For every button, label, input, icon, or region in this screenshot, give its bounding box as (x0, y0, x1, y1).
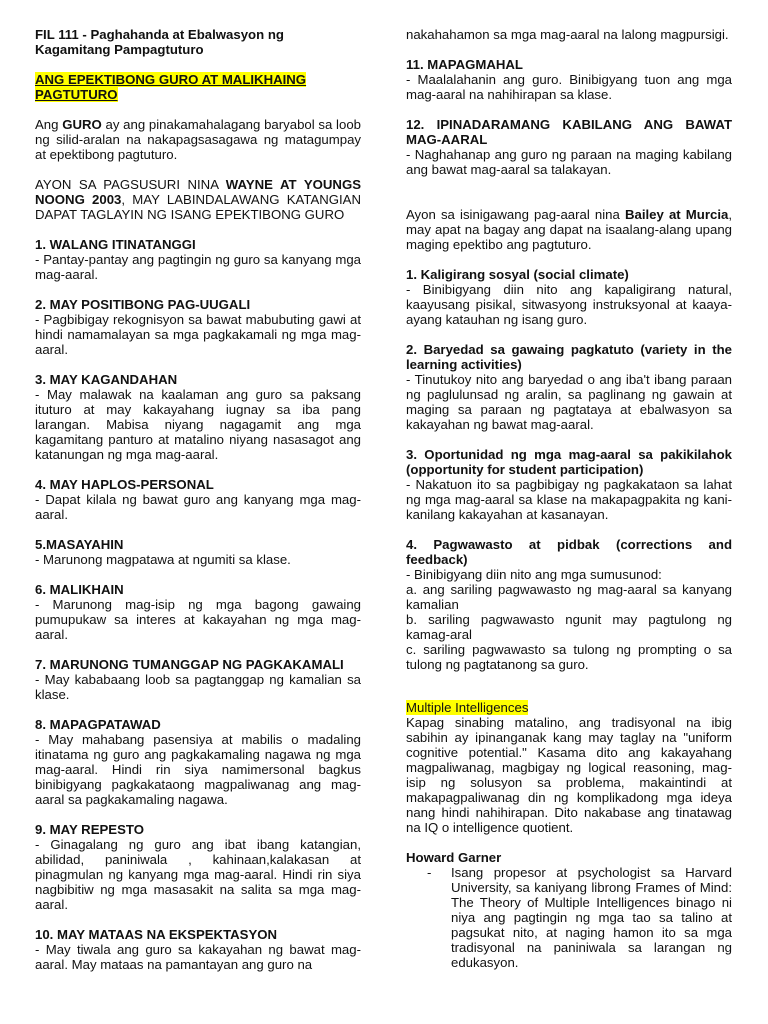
trait-text: - Marunong mag-isip ng mga bagong gawaing pumupukaw sa interes at kakayahan ng mga mag-aaral. (35, 597, 361, 642)
intro-pre: Ang (35, 117, 63, 132)
factor-heading: 2. Baryedad sa gawaing pagkatuto (variety in the learning activities) (406, 342, 732, 372)
trait-heading: 8. MAPAGPATAWAD (35, 717, 161, 732)
trait-heading: 10. MAY MATAAS NA EKSPEKTASYON (35, 927, 278, 942)
trait-4 (35, 477, 361, 522)
topic-heading (35, 72, 361, 102)
trait-text: - May malawak na kaalaman ang guro sa paksang ituturo at may kakayahang iugnay sa iba pang larangan. Mabisa niyang nagagamit ang mga kagamitang panturo at matalino niyang nasasagot ang katanungan ng mga mag-aaral. (35, 387, 361, 462)
left-column (35, 27, 361, 972)
trait-heading: 6. MALIKHAIN (35, 582, 124, 597)
bailey-authors: Bailey at Murcia (624, 207, 729, 222)
ayon-pre: AYON SA PAGSUSURI NINA (35, 177, 226, 192)
bailey-paragraph (406, 207, 732, 252)
trait-heading: 1. WALANG ITINATANGGI (35, 237, 196, 252)
trait-heading: 12. IPINADARAMANG KABILANG ANG BAWAT MAG-AARAL (406, 117, 732, 147)
factor-intro: - Binibigyang diin nito ang mga sumusunod: (406, 567, 662, 582)
trait-9 (35, 822, 361, 912)
factor-text: - Binibigyang diin nito ang kapaligirang natural, kaayusang pisikal, sitwasyong instruksyonal at kaaya-ayang katauhan ng isang guro. (406, 282, 732, 327)
topic-heading-line1: ANG EPEKTIBONG GURO AT MALIKHAING (35, 72, 307, 87)
mi-title: Multiple Intelligences (406, 700, 529, 715)
trait-heading: 9. MAY REPESTO (35, 822, 144, 837)
trait-text: - Pantay-pantay ang pagtingin ng guro sa kanyang mga mag-aaral. (35, 252, 361, 282)
intro-post: ay ang pinakamahalagang baryabol sa loob ng silid-aralan na nakapagsasagawa ng matagumpay at epektibong pagtuturo. (35, 117, 361, 162)
trait-heading: 11. MAPAGMAHAL (406, 57, 523, 72)
garner-section (406, 850, 732, 970)
factor-3 (406, 447, 732, 522)
factor-item-a: a. ang sariling pagwawasto ng mag-aaral sa kanyang kamalian (406, 582, 732, 612)
factor-item-c: c. sariling pagwawasto sa tulong ng prompting o sa tulong ng pagtatanong sa guro. (406, 642, 732, 672)
trait-3 (35, 372, 361, 462)
bailey-pre: Ayon sa isinigawang pag-aaral nina (406, 207, 625, 222)
factor-1 (406, 267, 732, 327)
intro-guro: GURO (62, 117, 102, 132)
trait-text: - May kababaang loob sa pagtanggap ng kamalian sa klase. (35, 672, 361, 702)
trait-6 (35, 582, 361, 642)
trait-text: - Maalalahanin ang guro. Binibigyang tuon ang mga mag-aaral na nahihirapan sa klase. (406, 72, 732, 102)
trait-8 (35, 717, 361, 807)
multiple-intelligences-section (406, 700, 732, 835)
trait-heading: 7. MARUNONG TUMANGGAP NG PAGKAKAMALI (35, 657, 344, 672)
mi-text: Kapag sinabing matalino, ang tradisyonal na ibig sabihin ay ipinanganak kang may taglay na "uniform cognitive potential." Kasama dito ang kakayahang magpaliwanag, magbigay ng logical reasoning, mag-isip ng solusyon sa problema, makaintindi at makapagpaliwanag din ng komplikadong mga ideya nang hindi nahihirapan. Dito nakabase ang tinatawag na IQ o intelligence quotient. (406, 715, 732, 835)
trait-text: - May mahabang pasensiya at mabilis o madaling itinatama ng guro ang pagkakamaling nagawa ng mga mag-aaral. Hindi rin siya namimersonal bagkus binibigyang pagkakataong magpaliwanag ang mag-aaral sa pagkakamaling nagawa. (35, 732, 361, 807)
course-title-line2: Kagamitang Pampagtuturo (35, 42, 204, 57)
trait-heading: 5.MASAYAHIN (35, 537, 124, 552)
trait-text: - Marunong magpatawa at ngumiti sa klase. (35, 552, 291, 567)
trait-text: - Dapat kilala ng bawat guro ang kanyang mga mag-aaral. (35, 492, 361, 522)
intro-paragraph (35, 117, 361, 162)
trait-11 (406, 57, 732, 102)
ayon-post: , MAY LABINDALAWANG KATANGIAN DAPAT TAGLAYIN NG ISANG EPEKTIBONG GURO (35, 192, 362, 222)
bailey-post: , may apat na bagay ang dapat na isaalang-alang upang maging epektibo ang pagtuturo. (406, 207, 732, 252)
trait-1 (35, 237, 361, 282)
trait-heading: 3. MAY KAGANDAHAN (35, 372, 178, 387)
trait-7 (35, 657, 361, 702)
trait-12 (406, 117, 732, 177)
factor-heading: 1. Kaligirang sosyal (social climate) (406, 267, 629, 282)
trait-heading: 2. MAY POSITIBONG PAG-UUGALI (35, 297, 251, 312)
trait-10 (35, 927, 361, 972)
trait-text: - Ginagalang ng guro ang ibat ibang katangian, abilidad, paniniwala , kahinaan,kalakasan at pinagmulan ng kanyang mga mag-aaral. Hindi rin siya nagbibitiw ng mga masasakit na salita sa mga mag-aaral. (35, 837, 361, 912)
trait-text: - May tiwala ang guro sa kakayahan ng bawat mag-aaral. May mataas na pamantayan ang guro na (35, 942, 361, 972)
ayon-paragraph (35, 177, 361, 222)
factor-text: - Tinutukoy nito ang baryedad o ang iba't ibang paraan ng paglulunsad ng aralin, sa paglinang ng gawain at maging sa paraan ng pagtataya at ebalwasyon sa kakayahan ng bawat mag-aaral. (406, 372, 732, 432)
garner-heading: Howard Garner (406, 850, 502, 865)
trait-text: - Naghahanap ang guro ng paraan na maging kabilang ang bawat mag-aaral sa talakayan. (406, 147, 732, 177)
ayon-authors: WAYNE AT YOUNGS NOONG 2003 (35, 177, 361, 207)
trait-2 (35, 297, 361, 357)
factor-4 (406, 537, 732, 672)
garner-text: Isang propesor at psychologist sa Harvard University, sa kaniyang librong Frames of Mind: The Theory of Multiple Intelligences binago ni niya ang pagtingin ng mga tao sa talino at pagsukat nito, at naging hamon ito sa mga tradisyonal na paniniwala sa larangan ng edukasyon. (451, 865, 732, 970)
trait-5 (35, 537, 361, 567)
factor-heading: 4. Pagwawasto at pidbak (corrections and feedback) (406, 537, 732, 567)
garner-bullet (406, 865, 732, 970)
topic-heading-line2: PAGTUTURO (35, 87, 118, 102)
factor-item-b: b. sariling pagwawasto ngunit may pagtulong ng kamag-aral (406, 612, 732, 642)
trait-text: - Pagbibigay rekognisyon sa bawat mabubuting gawi at hindi namamalayan sa mga pagkakamali ng mga mag-aaral. (35, 312, 361, 357)
course-title-line1: FIL 111 - Paghahanda at Ebalwasyon ng (35, 27, 284, 42)
course-title (35, 27, 361, 57)
factor-heading: 3. Oportunidad ng mga mag-aaral sa pakikilahok (opportunity for student participation) (406, 447, 732, 477)
factor-text: - Nakatuon ito sa pagbibigay ng pagkakataon sa lahat ng mga mag-aaral sa klase na makapagpakita ng kani-kanilang kakayahan at kasanayan. (406, 477, 732, 522)
factor-2 (406, 342, 732, 432)
bullet-dash: - (427, 865, 432, 880)
trait-heading: 4. MAY HAPLOS-PERSONAL (35, 477, 214, 492)
right-column (406, 27, 732, 970)
trait-10-continuation: nakahahamon sa mga mag-aaral na lalong magpursigi. (406, 27, 729, 42)
